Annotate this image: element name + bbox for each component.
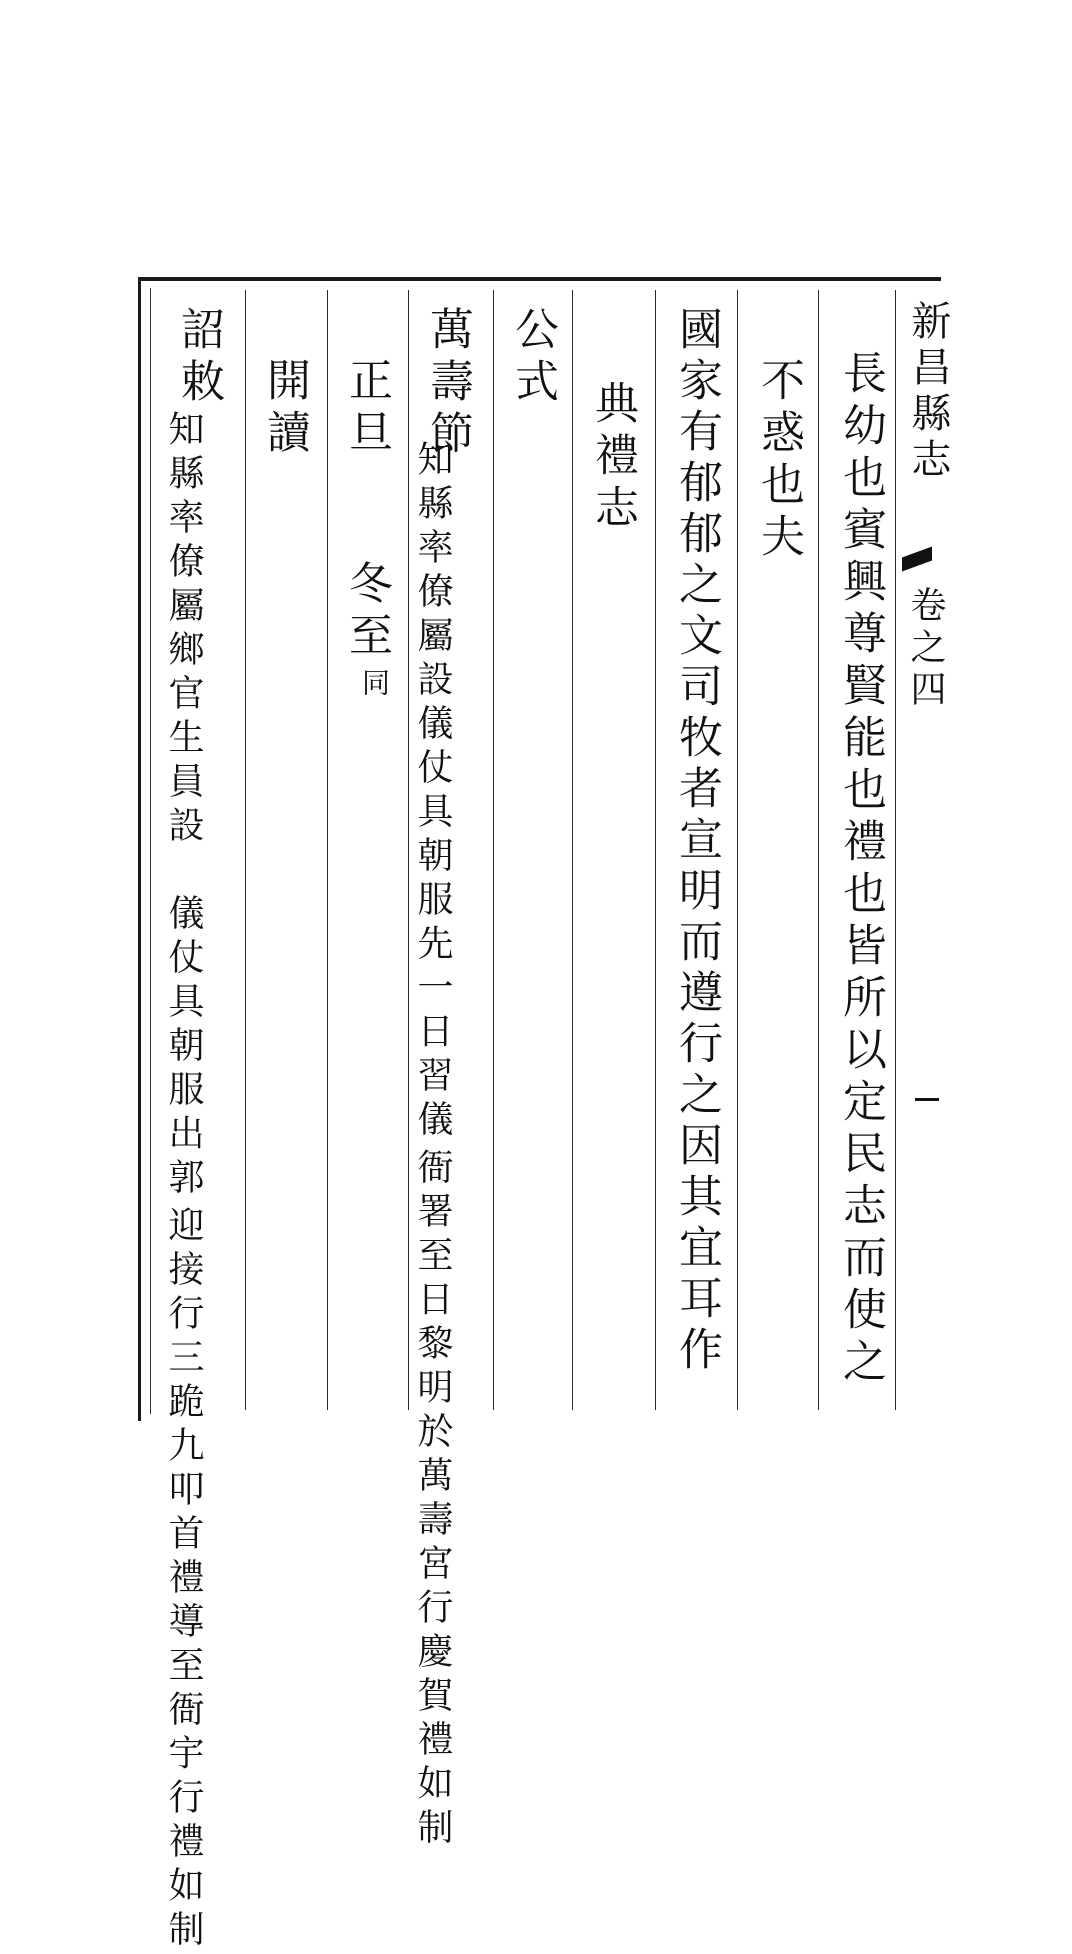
column-rule [493,290,494,1410]
text-subcolumns [163,410,204,1954]
text-column: 不惑也夫 [753,357,804,565]
column-rule [655,290,656,1410]
text-column: 詔敕 [173,306,224,410]
column-rule [818,290,819,1410]
column-rule [245,290,246,1410]
text-subcolumns [412,440,453,1852]
text-column: 冬至 [341,560,392,664]
annotation: 同 [358,668,391,704]
text-column: 長幼也賓興尊賢能也禮也皆所以定民志而使之 [835,350,886,1390]
subcolumn-line: 衙署至日黎明於萬壽宮行慶賀禮如制 [412,1148,453,1852]
gutter-rule [895,290,896,1410]
column-rule [572,290,573,1410]
folio-number [915,1098,939,1101]
text-column: 萬壽節 [422,306,473,462]
subcolumn-line: 知縣率僚屬設儀仗具朝服先一日習儀 [412,440,453,1144]
subcolumn-line: 知縣率僚屬鄉官生員設 儀仗具朝服出郭 [163,410,204,1202]
subcolumn-line: 迎接行三跪九叩首禮導至衙宇行禮如制 [163,1206,204,1954]
column-rule [327,290,328,1410]
margin-title: 新昌縣志 [905,300,951,484]
text-column: 開讀 [259,357,310,461]
margin-volume: 卷之四 [905,586,946,712]
text-column: 正旦 [341,357,392,461]
text-column: 國家有郁郁之文司牧者宣明而遵行之因其宜耳作 [671,306,722,1377]
section-heading: 公式 [507,306,558,410]
section-title: 典禮志 [587,380,638,536]
column-rule [408,290,409,1410]
column-rule [737,290,738,1410]
